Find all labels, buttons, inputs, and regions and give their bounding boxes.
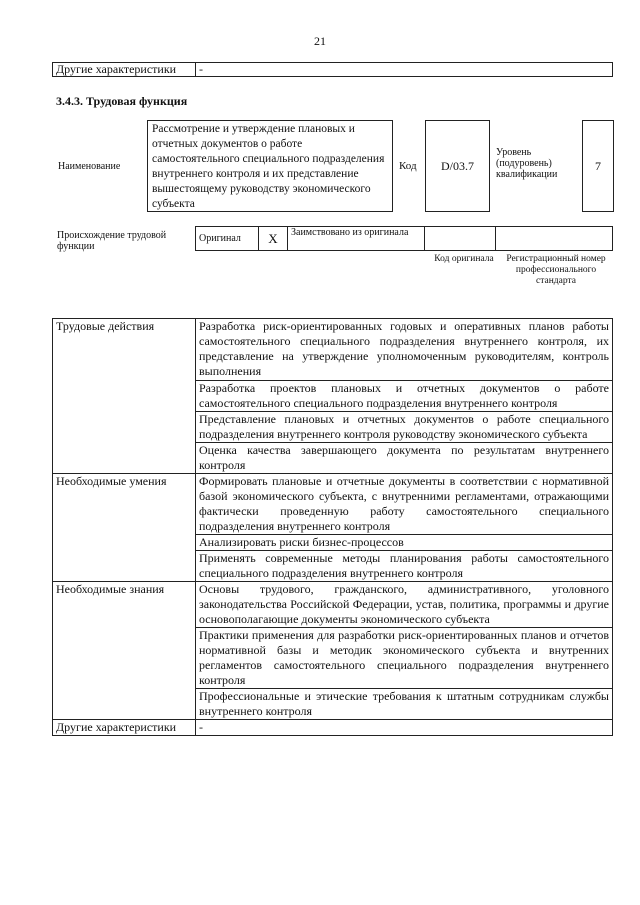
reg-number-cell — [496, 227, 613, 251]
action-item: Представление плановых и отчетных документов о работе специального подразделения внутреннего контроля руководству экономического субъекта — [196, 412, 613, 443]
action-item: Разработка проектов плановых и отчетных документов о работе самостоятельного специального подразделения внутреннего контроля — [196, 381, 613, 412]
knowledge-item: Профессиональные и этические требования к штатным сотрудникам службы внутреннего контроля — [196, 689, 613, 720]
level-label: Уровень (подуровень) квалификации — [496, 147, 558, 180]
borrowed-label: Заимствовано из оригинала — [288, 227, 425, 251]
action-item: Разработка риск-ориентированных годовых и оперативных планов работы самостоятельного специального подразделения внутреннего контроля, их представление на утверждение уполномоченным руководителям, контроль выполнения — [196, 319, 613, 381]
original-code-cell — [425, 227, 496, 251]
original-label: Оригинал — [196, 227, 259, 251]
skill-item: Анализировать риски бизнес-процессов — [196, 535, 613, 551]
section-title: 3.4.3. Трудовая функция — [56, 94, 188, 108]
other-characteristics-value: - — [196, 720, 613, 736]
origin-label: Происхождение трудовой функции — [57, 230, 167, 252]
function-name-box: Рассмотрение и утверждение плановых и отчетных документов о работе самостоятельного специального подразделения внутреннего контроля и их представление вышестоящему руководству экономического субъекта — [147, 120, 393, 212]
top-other-value: - — [196, 63, 613, 77]
group-label-knowledge: Необходимые знания — [53, 582, 196, 720]
top-other-characteristics-row — [52, 62, 613, 77]
original-mark: X — [259, 227, 288, 251]
group-label-skills: Необходимые умения — [53, 474, 196, 582]
knowledge-item: Практики применения для разработки риск-ориентированных планов и отчетов нормативной базы и методик экономического субъекта и внутренних регламентов самостоятельного специального подразделения внутреннего контроля — [196, 628, 613, 689]
skill-item: Формировать плановые и отчетные документы в соответствии с нормативной базой экономического субъекта, с внутренними регламентами, отражающими фактически проведенную работу самостоятельного специального подразделения внутреннего контроля — [196, 474, 613, 535]
function-code-box: D/03.7 — [425, 120, 490, 212]
action-item: Оценка качества завершающего документа по результатам внутреннего контроля — [196, 443, 613, 474]
group-label-actions: Трудовые действия — [53, 319, 196, 474]
page-number: 21 — [314, 34, 326, 48]
code-caption: Код оригинала — [434, 254, 494, 264]
code-label: Код — [399, 160, 417, 172]
knowledge-item: Основы трудового, гражданского, административного, уголовного законодательства Российской Федерации, устав, политика, программы и другие основополагающие документы экономического субъекта — [196, 582, 613, 628]
skill-item: Применять современные методы планирования работы самостоятельного специального подразделения внутреннего контроля — [196, 551, 613, 582]
name-label: Наименование — [58, 161, 121, 172]
level-value-box: 7 — [582, 120, 614, 212]
reg-caption: Регистрационный номер профессионального стандарта — [506, 254, 606, 286]
functions-table — [52, 318, 613, 736]
origin-table — [195, 226, 613, 251]
top-other-label: Другие характеристики — [53, 63, 196, 77]
other-characteristics-label: Другие характеристики — [53, 720, 196, 736]
